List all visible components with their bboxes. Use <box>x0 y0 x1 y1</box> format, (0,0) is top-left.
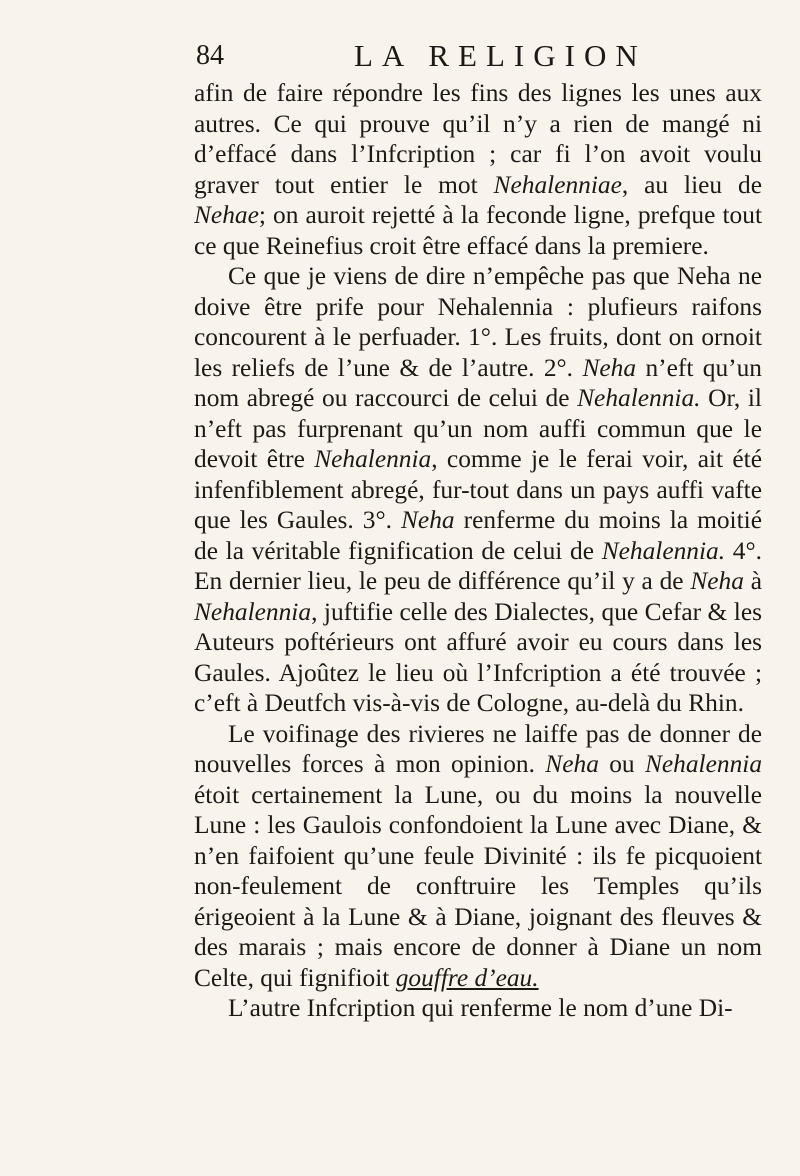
page-header <box>196 38 756 78</box>
italic-text: Neha <box>545 750 599 778</box>
paragraph <box>194 78 762 261</box>
text-run: , au lieu de <box>621 170 762 199</box>
text-run: , comme je le ferai voir, ait été infenfiblement abregé, fur-tout dans un pays auffi vafte que les Gaules. 3°. <box>194 445 762 534</box>
text-run: ou <box>598 750 645 778</box>
italic-text: Neha <box>401 506 455 534</box>
italic-text: Nehalennia. <box>577 384 701 412</box>
text-run: renferme du moins la moitié de la véritable fignification de celui de <box>194 506 762 565</box>
paragraph <box>194 261 762 719</box>
running-head: LA RELIGION <box>354 38 647 73</box>
italic-text: Nehae <box>194 201 259 229</box>
text-run: Le voifinage des rivieres ne laiffe pas de donner de nouvelles forces à mon opinion. <box>194 719 762 778</box>
text-run: L’autre Infcription qui renferme le nom d’une Di- <box>228 994 733 1022</box>
italic-text: Nehalennia <box>314 445 432 473</box>
paragraph <box>194 719 762 994</box>
text-run: , juftifie celle des Dialectes, que Cefar & les Auteurs poftérieurs ont affuré avoir eu cours dans les Gaules. Ajoûtez le lieu où l’Infcription a été trouvée ; c’eft à Deutfch vis-à-vis de Cologne, au-delà du Rhin. <box>194 597 762 717</box>
text-run: à <box>743 567 763 595</box>
page-number: 84 <box>196 40 224 71</box>
italic-text: Nehalennia <box>194 597 312 626</box>
text-run: afin de faire répondre les fins des lignes les unes aux autres. Ce qui prouve qu’il n’y a rien de mangé ni d’effacé dans l’Infcription ; car fi l’on avoit voulu graver tout entier le mot <box>194 79 762 199</box>
text-run: n’eft qu’un nom abregé ou raccourci de celui de <box>194 353 762 412</box>
paragraph <box>194 993 762 1024</box>
italic-text: Neha <box>582 353 637 382</box>
text-run: étoit certainement la Lune, ou du moins la nouvelle Lune : les Gaulois confondoient la Lune avec Diane, & n’en faifoient qu’une feule Divinité : ils fe picquoient non-feulement de conftruire les Temples qu’ils érigeoient à la Lune & à Diane, joignant des fleuves & des marais ; mais encore de donner à Diane un nom Celte, qui fignifioit <box>194 780 762 992</box>
italic-text: gouffre d’eau. <box>395 963 539 992</box>
body-text <box>194 78 762 1024</box>
italic-text: Nehalennia <box>644 750 763 778</box>
italic-text: Nehalenniae <box>493 170 622 199</box>
italic-text: Neha <box>690 567 744 595</box>
text-run: ; on auroit rejetté à la feconde ligne, prefque tout ce que Reinefius croit être effacé dans la premiere. <box>194 201 762 260</box>
text-run: 4°. En dernier lieu, le peu de différence qu’il y a de <box>194 536 762 595</box>
text-run: Ce que je viens de dire n’empêche pas que Neha ne doive être prife pour Nehalennia : plufieurs raifons concourent à le perfuader. 1°. Les fruits, dont on ornoit les reliefs de l’une & de l’autre. 2°. <box>194 262 762 382</box>
italic-text: Nehalennia. <box>601 536 726 565</box>
text-run: Or, il n’eft pas furprenant qu’un nom auffi commun que le devoit être <box>194 384 762 473</box>
